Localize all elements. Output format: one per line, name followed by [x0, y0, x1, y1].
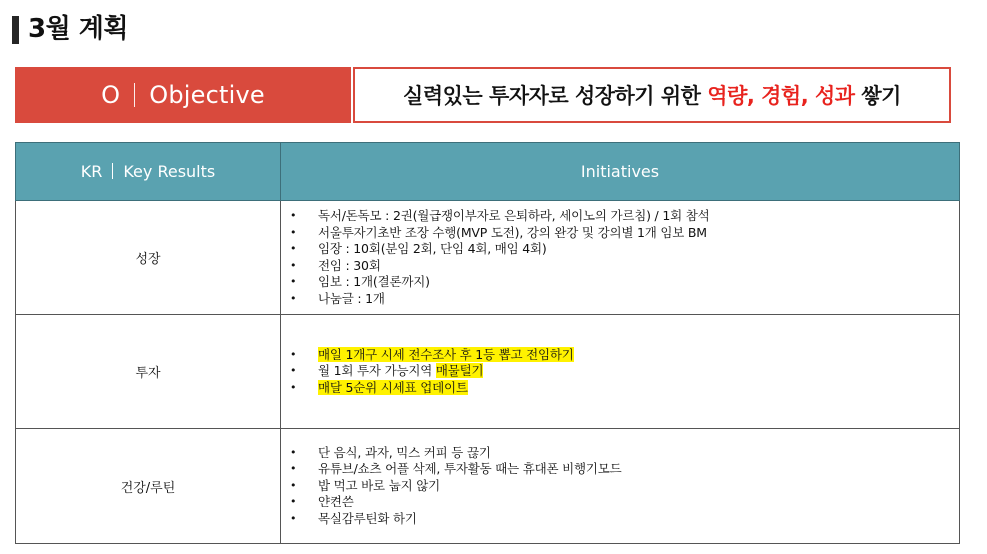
- list-item: • 전임 : 30회: [290, 258, 958, 275]
- list-item: [290, 380, 958, 397]
- table-row: [16, 201, 960, 315]
- initiatives-cell: [281, 201, 960, 315]
- page-title: 3월 계획: [28, 14, 128, 44]
- objective-text-prefix: 실력있는 투자자로 성장하기 위한: [403, 84, 708, 108]
- list-item: • 단 음식, 과자, 믹스 커피 등 끊기: [290, 445, 958, 462]
- header-initiatives: Initiatives: [281, 143, 960, 201]
- initiatives-list: [282, 445, 958, 528]
- list-item: • 유튜브/쇼츠 어플 삭제, 투자활동 때는 휴대폰 비행기모드: [290, 461, 958, 478]
- initiatives-list: [282, 208, 958, 307]
- header-kr-long: Key Results: [123, 162, 216, 181]
- highlighted-text: 매일 1개구 시세 전수조사 후 1등 뽑고 전임하기: [318, 346, 574, 362]
- key-results-table: [15, 142, 960, 544]
- objective-separator: [134, 83, 135, 107]
- list-item-text: 월 1회 투자 가능지역: [318, 363, 436, 379]
- list-item: • 목실감루틴화 하기: [290, 511, 958, 528]
- header-key-results: [16, 143, 281, 201]
- objective-statement: [353, 67, 951, 123]
- highlighted-text: 매달 5순위 시세표 업데이트: [318, 379, 468, 395]
- objective-text-suffix: 쌓기: [854, 84, 901, 108]
- initiatives-cell: [281, 429, 960, 544]
- objective-word: Objective: [149, 81, 265, 109]
- list-item: • 독서/돈독모 : 2권(월급쟁이부자로 은퇴하라, 세이노의 가르침) / 1회 참석: [290, 208, 958, 225]
- list-item: • 나눔글 : 1개: [290, 291, 958, 308]
- table-header-row: [16, 143, 960, 201]
- category-growth: 성장: [16, 201, 281, 315]
- header-kr-short: KR: [80, 162, 103, 181]
- category-investment: 투자: [16, 315, 281, 429]
- list-item: • 임장 : 10회(분임 2회, 단임 4회, 매임 4회): [290, 241, 958, 258]
- table-row: [16, 315, 960, 429]
- objective-letter: O: [101, 81, 121, 109]
- header-separator: [112, 163, 113, 179]
- highlighted-text: 매물털기: [435, 363, 484, 379]
- list-item: • 얀켠쓴: [290, 494, 958, 511]
- initiatives-list: [282, 347, 958, 397]
- list-item: [290, 363, 958, 380]
- category-health-routine: 건강/루틴: [16, 429, 281, 544]
- table-row: [16, 429, 960, 544]
- title-accent-bar: [12, 16, 19, 44]
- initiatives-cell: [281, 315, 960, 429]
- list-item: • 서울투자기초반 조장 수행(MVP 도전), 강의 완강 및 강의별 1개 임보 BM: [290, 225, 958, 242]
- objective-text-highlight: 역량, 경험, 성과: [707, 84, 855, 108]
- objective-label: [15, 67, 351, 123]
- list-item: • 밥 먹고 바로 눕지 않기: [290, 478, 958, 495]
- list-item: [290, 347, 958, 364]
- list-item: • 임보 : 1개(결론까지): [290, 274, 958, 291]
